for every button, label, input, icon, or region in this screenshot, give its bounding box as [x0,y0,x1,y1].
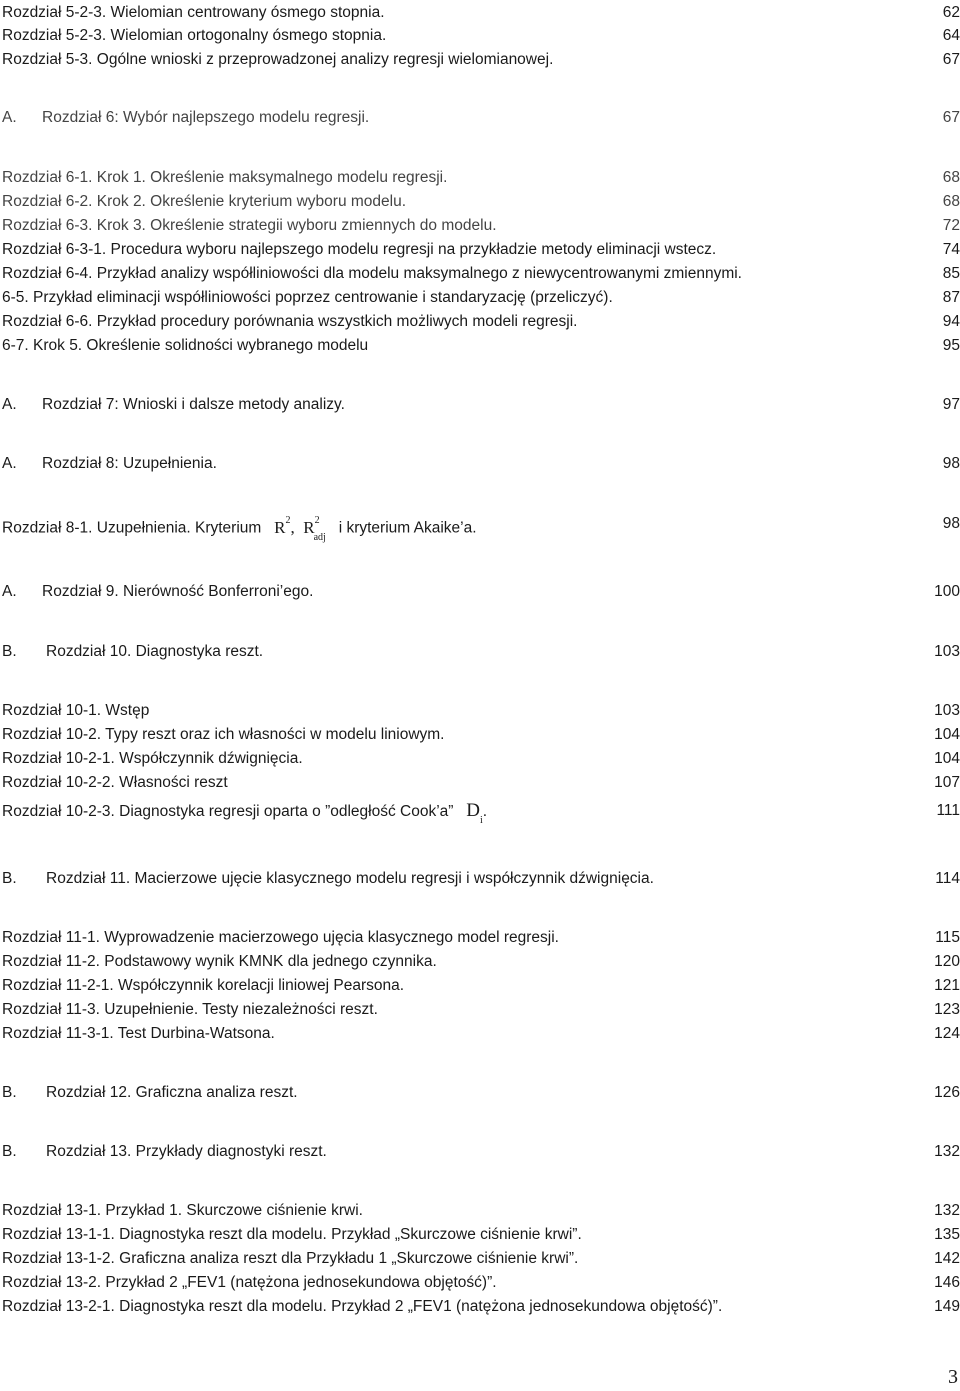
toc-title: Rozdział 6-3. Krok 3. Określenie strategii wyboru zmiennych do modelu. [2,217,497,234]
toc-page: 68 [942,193,960,210]
toc-page: 124 [934,1025,960,1042]
toc-title: Rozdział 10-1. Wstęp [2,702,150,719]
toc-page: 100 [934,583,960,600]
toc-title: Rozdział 5-2-3. Wielomian ortogonalny ósmego stopnia. [2,27,387,44]
toc-title: Rozdział 6: Wybór najlepszego modelu regresji. [42,109,370,126]
toc-marker: A. [2,396,17,413]
toc-page: 132 [934,1143,960,1160]
toc-page: 68 [942,169,960,186]
toc-page: 142 [934,1250,960,1267]
toc-page: 120 [934,953,960,970]
cook-distance-formula: $D_i$ [466,800,483,827]
toc-entry[interactable] [2,311,960,333]
toc-entry[interactable] [2,700,960,722]
toc-title: Rozdział 13-1-1. Diagnostyka reszt dla modelu. Przykład „Skurczowe ciśnienie krwi”. [2,1226,582,1243]
toc-title: Rozdział 6-4. Przykład analizy współliniowości dla modelu maksymalnego z niewycentrowanymi zmiennymi. [2,265,742,282]
toc-entry-chapter[interactable] [2,1141,960,1163]
toc-title: Rozdział 6-1. Krok 1. Określenie maksymalnego modelu regresji. [2,169,448,186]
toc-entry[interactable] [2,263,960,285]
toc-title: 6-5. Przykład eliminacji współliniowości poprzez centrowanie i standaryzację (przeliczyć). [2,289,613,306]
toc-title: Rozdział 13-2. Przykład 2 „FEV1 (natężona jednosekundowa objętość)”. [2,1274,497,1291]
toc-page: 74 [942,241,960,258]
toc-entry[interactable] [2,800,960,828]
toc-title-suffix: i kryterium Akaike’a. [338,519,477,537]
toc-page: 126 [934,1084,960,1101]
toc-entry-chapter[interactable] [2,641,960,663]
toc-entry[interactable] [2,215,960,237]
toc-title: Rozdział 6-3-1. Procedura wyboru najlepszego modelu regresji na przykładzie metody eliminacji wstecz. [2,241,717,258]
toc-entry-chapter[interactable] [2,394,960,416]
toc-title: Rozdział 10-2-2. Własności reszt [2,774,228,791]
toc-entry[interactable] [2,1272,960,1294]
toc-title: Rozdział 9. Nierówność Bonferroni’ego. [42,583,314,600]
toc-title: Rozdział 11-2-1. Współczynnik korelacji liniowej Pearsona. [2,977,405,994]
toc-page: 103 [934,643,960,660]
toc-title: Rozdział 10-2-3. Diagnostyka regresji oparta o ”odległość Cook’a” [2,803,454,820]
toc-entry[interactable] [2,999,960,1021]
toc-entry[interactable] [2,1248,960,1270]
toc-title: Rozdział 5-3. Ogólne wnioski z przeprowadzonej analizy regresji wielomianowej. [2,51,554,68]
toc-entry[interactable] [2,2,960,24]
toc-title: 6-7. Krok 5. Określenie solidności wybranego modelu [2,337,369,354]
toc-title: Rozdział 11-3. Uzupełnienie. Testy niezależności reszt. [2,1001,378,1018]
toc-page: 94 [942,313,960,330]
toc-title: Rozdział 6-6. Przykład procedury porównania wszystkich możliwych modeli regresji. [2,313,578,330]
toc-marker: B. [2,1143,17,1160]
toc-page: 115 [935,929,960,946]
toc-entry[interactable] [2,772,960,794]
toc-marker: B. [2,643,17,660]
toc-marker: A. [2,109,17,126]
toc-title: Rozdział 5-2-3. Wielomian centrowany ósmego stopnia. [2,4,385,21]
toc-page: 87 [942,289,960,306]
toc-entry[interactable] [2,975,960,997]
toc-entry[interactable] [2,951,960,973]
toc-entry-chapter[interactable] [2,453,960,475]
toc-title: Rozdział 11. Macierzowe ujęcie klasycznego modelu regresji i współczynnik dźwignięcia. [46,870,654,887]
toc-entry[interactable] [2,724,960,746]
toc-page: 62 [942,4,960,21]
toc-entry[interactable] [2,287,960,309]
toc-title-suffix: . [482,803,488,820]
toc-entry[interactable] [2,1296,960,1318]
toc-title: Rozdział 13. Przykłady diagnostyki reszt. [46,1143,327,1160]
toc-entry[interactable] [2,927,960,949]
toc-title: Rozdział 10-2-1. Współczynnik dźwignięcia. [2,750,303,767]
toc-page: 135 [934,1226,960,1243]
toc-marker: B. [2,1084,17,1101]
toc-page: 121 [934,977,960,994]
toc-page: 149 [934,1298,960,1315]
toc-page: 111 [936,802,960,819]
toc-title: Rozdział 12. Graficzna analiza reszt. [46,1084,298,1101]
toc-page: 95 [942,337,960,354]
toc-title: Rozdział 10-2. Typy reszt oraz ich własności w modelu liniowym. [2,726,445,743]
toc-page: 98 [942,515,960,532]
toc-entry[interactable] [2,239,960,261]
toc-title: Rozdział 8: Uzupełnienia. [42,455,217,472]
toc-entry[interactable] [2,1200,960,1222]
toc-marker: B. [2,870,17,887]
toc-page: 72 [942,217,960,234]
page-number: 3 [948,1366,958,1388]
toc-page: 146 [934,1274,960,1291]
toc-entry[interactable] [2,1224,960,1246]
toc-title: Rozdział 6-2. Krok 2. Określenie kryterium wyboru modelu. [2,193,407,210]
toc-entry-chapter[interactable] [2,107,960,129]
toc-page: 107 [934,774,960,791]
toc-title: Rozdział 11-3-1. Test Durbina-Watsona. [2,1025,275,1042]
toc-page: 123 [934,1001,960,1018]
toc-marker: A. [2,455,17,472]
toc-page: 114 [935,870,960,887]
toc-title: Rozdział 11-1. Wyprowadzenie macierzowego ujęcia klasycznego model regresji. [2,929,559,946]
toc-page: 104 [934,750,960,767]
toc-page: 132 [934,1202,960,1219]
toc-entry-chapter[interactable] [2,868,960,890]
toc-title: Rozdział 13-2-1. Diagnostyka reszt dla modelu. Przykład 2 „FEV1 (natężona jednosekundowa objętość)”. [2,1298,723,1315]
toc-title: Rozdział 8-1. Uzupełnienia. Kryterium [2,519,262,537]
toc-entry[interactable] [2,335,960,357]
toc-entry[interactable] [2,25,960,47]
toc-page: 97 [942,396,960,413]
toc-title: Rozdział 13-1-2. Graficzna analiza reszt dla Przykładu 1 „Skurczowe ciśnienie krwi”. [2,1250,579,1267]
toc-title: Rozdział 7: Wnioski i dalsze metody analizy. [42,396,345,413]
toc-entry[interactable] [2,1023,960,1045]
toc-page: 103 [934,702,960,719]
toc-entry[interactable] [2,49,960,71]
toc-page: 67 [942,109,960,126]
toc-page: 85 [942,265,960,282]
r-squared-formula: $R^2$, $R^2_{adj}$ [274,515,326,544]
toc-page: 98 [942,455,960,472]
toc-entry[interactable] [2,513,960,543]
toc-page: 67 [942,51,960,68]
toc-title: Rozdział 13-1. Przykład 1. Skurczowe ciśnienie krwi. [2,1202,363,1219]
toc-entry[interactable] [2,191,960,213]
toc-marker: A. [2,583,17,600]
toc-entry-chapter[interactable] [2,581,960,603]
toc-title: Rozdział 11-2. Podstawowy wynik KMNK dla jednego czynnika. [2,953,437,970]
toc-entry[interactable] [2,748,960,770]
toc-title: Rozdział 10. Diagnostyka reszt. [46,643,264,660]
toc-page: 104 [934,726,960,743]
toc-entry[interactable] [2,167,960,189]
toc-entry-chapter[interactable] [2,1082,960,1104]
toc-page: 64 [942,27,960,44]
